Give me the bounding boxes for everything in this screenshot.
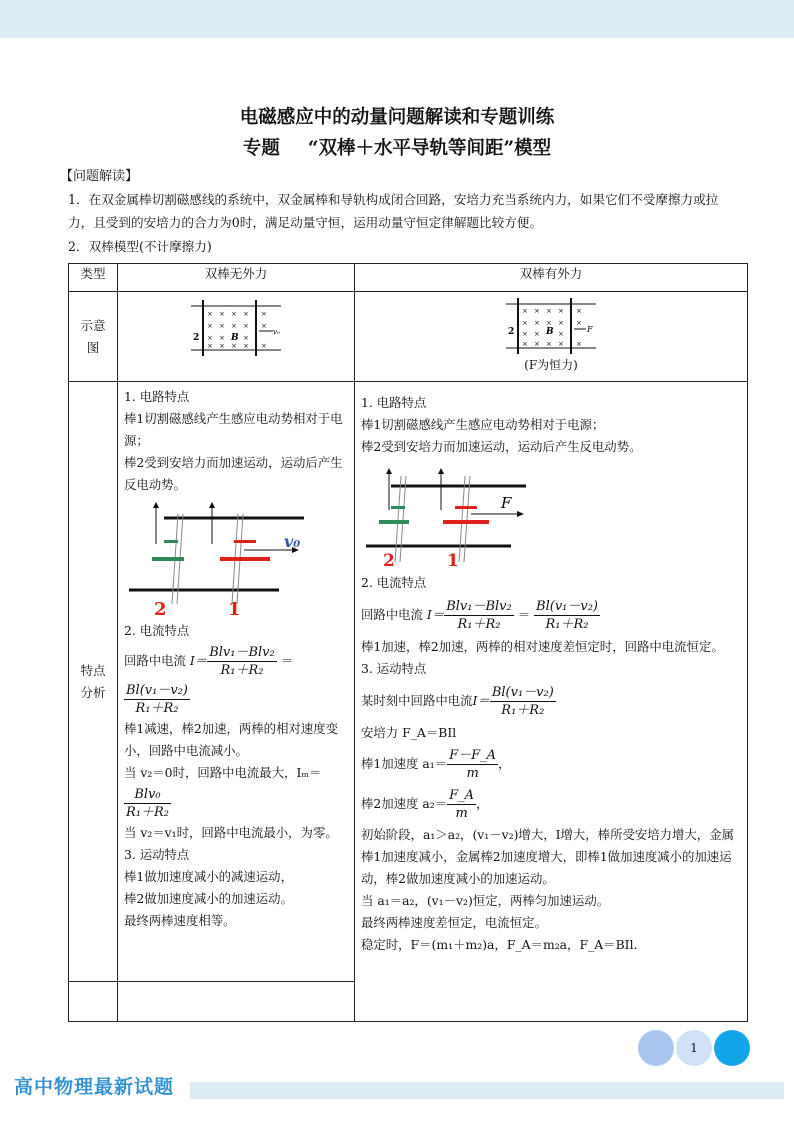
a-s1-line2: 棒2受到安培力而加速运动，运动后产生反电动势。 [124, 455, 343, 492]
b-s2-title: 2. 电流特点 [361, 575, 427, 590]
bars-figure-a [124, 500, 324, 618]
rails-diagram-b [496, 298, 606, 354]
features-row-label: 特点分析 [69, 382, 118, 982]
b-s2-line2: 棒1加速，棒2加速，两棒的相对速度差恒定时，回路中电流恒定。 [361, 639, 724, 654]
f-label: F [587, 325, 593, 334]
diagram-cell-b [355, 292, 748, 382]
f-label-fig-b: F [501, 494, 512, 512]
v0-label-fig-a: v₀ [284, 532, 301, 551]
subtitle-prefix: 专题 [242, 138, 280, 159]
bar-1-label-fig-a: 1 [228, 599, 241, 618]
header-type: 类型 [69, 264, 118, 292]
a-s3-line2: 棒2做加速度减小的加速运动。 [124, 891, 293, 906]
svg-text:×: × [522, 330, 528, 338]
page-dot-left [638, 1030, 674, 1066]
table-header-row [69, 264, 748, 292]
svg-text:×: × [207, 342, 213, 350]
header-no-force: 双棒无外力 [118, 264, 355, 292]
b-s3-line4: 棒2加速度 a₂＝ [361, 796, 448, 811]
a-s3-title: 3. 运动特点 [124, 847, 190, 862]
diagram-row-label: 示意图 [69, 292, 118, 382]
page-number: 1 [676, 1030, 712, 1066]
b-s3-line8: 稳定时，F＝(m₁＋m₂)a，F_A＝m₂a，F_A＝BIl. [361, 937, 638, 952]
svg-text:×: × [534, 307, 540, 315]
svg-text:×: × [522, 307, 528, 315]
bar-2-label-fig-a: 2 [154, 599, 167, 618]
svg-text:×: × [534, 340, 540, 348]
svg-text:×: × [576, 307, 582, 315]
a-s2-line3: 当 v₂＝0时，回路中电流最大，Iₘ＝ [124, 765, 322, 780]
diagram-cell-a [118, 292, 355, 382]
svg-text:×: × [207, 310, 213, 318]
svg-text:×: × [231, 322, 237, 330]
brand-logo: 高中物理最新试题 [14, 1076, 175, 1098]
svg-text:×: × [558, 307, 564, 315]
b-s3-line6: 当 a₁＝a₂，(v₁－v₂)恒定，两棒匀加速运动。 [361, 893, 610, 908]
b-s1-title: 1. 电路特点 [361, 395, 427, 410]
v0-label: v₀ [273, 328, 280, 336]
svg-text:×: × [219, 310, 225, 318]
svg-text:2: 2 [508, 327, 515, 337]
svg-text:×: × [243, 310, 249, 318]
svg-text:×: × [219, 334, 225, 342]
field-crosses [207, 310, 267, 350]
svg-text:×: × [243, 342, 249, 350]
empty-cell-2 [118, 982, 355, 1022]
header-with-force: 双棒有外力 [355, 264, 748, 292]
a-s3-line3: 最终两棒速度相等。 [124, 913, 236, 928]
svg-text:×: × [558, 330, 564, 338]
svg-text:×: × [219, 322, 225, 330]
svg-text:×: × [243, 334, 249, 342]
field-b-label: B [231, 333, 239, 343]
a-s1-title: 1. 电路特点 [124, 389, 190, 404]
svg-text:×: × [261, 342, 267, 350]
a-s3-line1: 棒1做加速度减小的减速运动， [124, 869, 293, 884]
features-cell-a: 1. 电路特点 棒1切割磁感线产生感应电动势相对于电源； 棒2受到安培力而加速运动，运动后产生反电动势。 v₀ 2 1 2. 电流特点 回路中电流 I＝ $\frac{\text{Blv₁－Blv₂}}{\text{R₁＋R₂}}$ ＝ $\frac{\text{Bl(v₁－v₂)}}{\text{R₁＋R₂}}$ 棒1减速，棒2加速，两棒的相对速度变小，回路中电流减小。 当 v₂＝0时，回路中电流最大，Iₘ＝ $\frac{\text{Blv₀}}{\text{R₁＋R₂}}$ 当 v₂＝v₁时，回路中电流最小，为零。 3. 运动特点 棒1做加速度减小的减速运动， 棒2做加速度减小的加速运动。 最终两棒速度相等。 [118, 382, 355, 982]
intro-paragraph: 1．在双金属棒切割磁感线的系统中，双金属棒和导轨构成闭合回路，安培力充当系统内力，如果它们不受摩擦力或拉力，且受到的安培力的合力为0时，满足动量守恒，运用动量守恒定律解题比较方便。 [68, 192, 719, 230]
a-s2-line1: 回路中电流 [124, 653, 186, 668]
a-s2-title: 2. 电流特点 [124, 623, 190, 638]
svg-text:×: × [231, 342, 237, 350]
svg-text:×: × [207, 334, 213, 342]
svg-text:×: × [546, 307, 552, 315]
b-s3-line1: 某时刻中回路中电流 [361, 693, 473, 708]
bottom-band [190, 1082, 784, 1099]
svg-text:×: × [231, 310, 237, 318]
b-s3-line3: 棒1加速度 a₁＝ [361, 756, 448, 771]
figure-caption-b: (F为恒力) [524, 358, 578, 372]
features-cell-b: 1. 电路特点 棒1切割磁感线产生感应电动势相对于电源； 棒2受到安培力而加速运动，运动后产生反电动势。 F 2 1 2. 电流特点 回路中电流 I＝ $\frac{\text{Blv₁－Blv₂}}{\text{R₁＋R₂}}$ ＝ $\frac{\text{Bl(v₁－v₂)}}{\text{R₁＋R₂}}$ 棒1加速，棒2加速，两棒的相对速度差恒定时，回路中电流恒定。 3. 运动特点 某时刻中回路中电流I＝ $\frac{\text{Bl(v₁－v₂)}}{\text{R₁＋R₂}}$ 安培力 F_A＝BIl 棒1加速度 a₁＝ $\frac{F-F\_A}{m}$ ， 棒2加速度 a₂＝ $\frac{F\_A}{m}$ ， 初始阶段，a₁＞a₂，(v₁－v₂)增大，I增大，棒所受安培力增大，金属棒1加速度减小，金属棒2加速度增大，即棒1做加速度减小的加速运动，棒2做加速度减小的加速运动。 当 a₁＝a₂，(v₁－v₂)恒定，两棒匀加速运动。 最终两棒速度差恒定，电流恒定。 稳定时，F＝(m₁＋m₂)a，F_A＝m₂a，F_A＝BIl. [355, 382, 748, 1022]
svg-text:×: × [522, 340, 528, 348]
svg-text:×: × [576, 340, 582, 348]
table-row-diagram [69, 292, 748, 382]
svg-text:×: × [558, 319, 564, 327]
svg-text:×: × [534, 330, 540, 338]
top-band [0, 0, 794, 38]
model-table [68, 263, 748, 1022]
svg-text:×: × [558, 340, 564, 348]
svg-text:×: × [546, 319, 552, 327]
a-current-fraction-2: $\frac{\text{Bl(v₁－v₂)}}{\text{R₁＋R₂}}$ [126, 683, 188, 716]
svg-text:B: B [546, 327, 554, 337]
svg-text:×: × [243, 322, 249, 330]
bar-2-label: 2 [193, 333, 200, 343]
svg-text:×: × [261, 310, 267, 318]
a-s1-line1: 棒1切割磁感线产生感应电动势相对于电源； [124, 411, 343, 448]
bars-figure-b [361, 462, 531, 570]
empty-cell-1 [69, 982, 118, 1022]
svg-text:×: × [207, 322, 213, 330]
a-s2-line2: 棒1减速，棒2加速，两棒的相对速度变小，回路中电流减小。 [124, 721, 339, 758]
page-dot-right [714, 1030, 750, 1066]
b-s3-title: 3. 运动特点 [361, 661, 427, 676]
subtitle-main: “双棒＋水平导轨等间距”模型 [307, 138, 552, 159]
b-s1-line1: 棒1切割磁感线产生感应电动势相对于电源； [361, 417, 605, 432]
a-current-fraction: $\frac{\text{Blv₁－Blv₂}}{\text{R₁＋R₂}}$ [209, 645, 275, 678]
svg-text:×: × [522, 319, 528, 327]
svg-text:×: × [219, 342, 225, 350]
bar-1-label-fig-b: 1 [447, 551, 459, 570]
svg-text:×: × [261, 322, 267, 330]
b-s3-line5: 初始阶段，a₁＞a₂，(v₁－v₂)增大，I增大，棒所受安培力增大，金属棒1加速度减小，金属棒2加速度增大，即棒1做加速度减小的加速运动，棒2做加速度减小的加速运动。 [361, 827, 734, 886]
b-s1-line2: 棒2受到安培力而加速运动，运动后产生反电动势。 [361, 439, 642, 454]
model-heading: 2．双棒模型(不计摩擦力) [68, 239, 212, 254]
svg-text:×: × [546, 340, 552, 348]
a-max-current-fraction: $\frac{\text{Blv₀}}{\text{R₁＋R₂}}$ [126, 787, 169, 820]
svg-text:×: × [576, 319, 582, 327]
rails-diagram-a [181, 298, 291, 358]
b-s3-line7: 最终两棒速度差恒定，电流恒定。 [361, 915, 547, 930]
b-s2-line1: 回路中电流 [361, 607, 423, 622]
table-row-features [69, 382, 748, 982]
svg-text:×: × [534, 319, 540, 327]
bar-2-label-fig-b: 2 [383, 551, 395, 570]
page-title: 电磁感应中的动量问题解读和专题训练 [239, 107, 555, 128]
a-s2-line4: 当 v₂＝v₁时，回路中电流最小，为零。 [124, 825, 338, 840]
section-heading: 【问题解读】 [60, 169, 139, 184]
b-s3-line2: 安培力 F_A＝BIl [361, 725, 457, 740]
page-subtitle [0, 134, 794, 160]
